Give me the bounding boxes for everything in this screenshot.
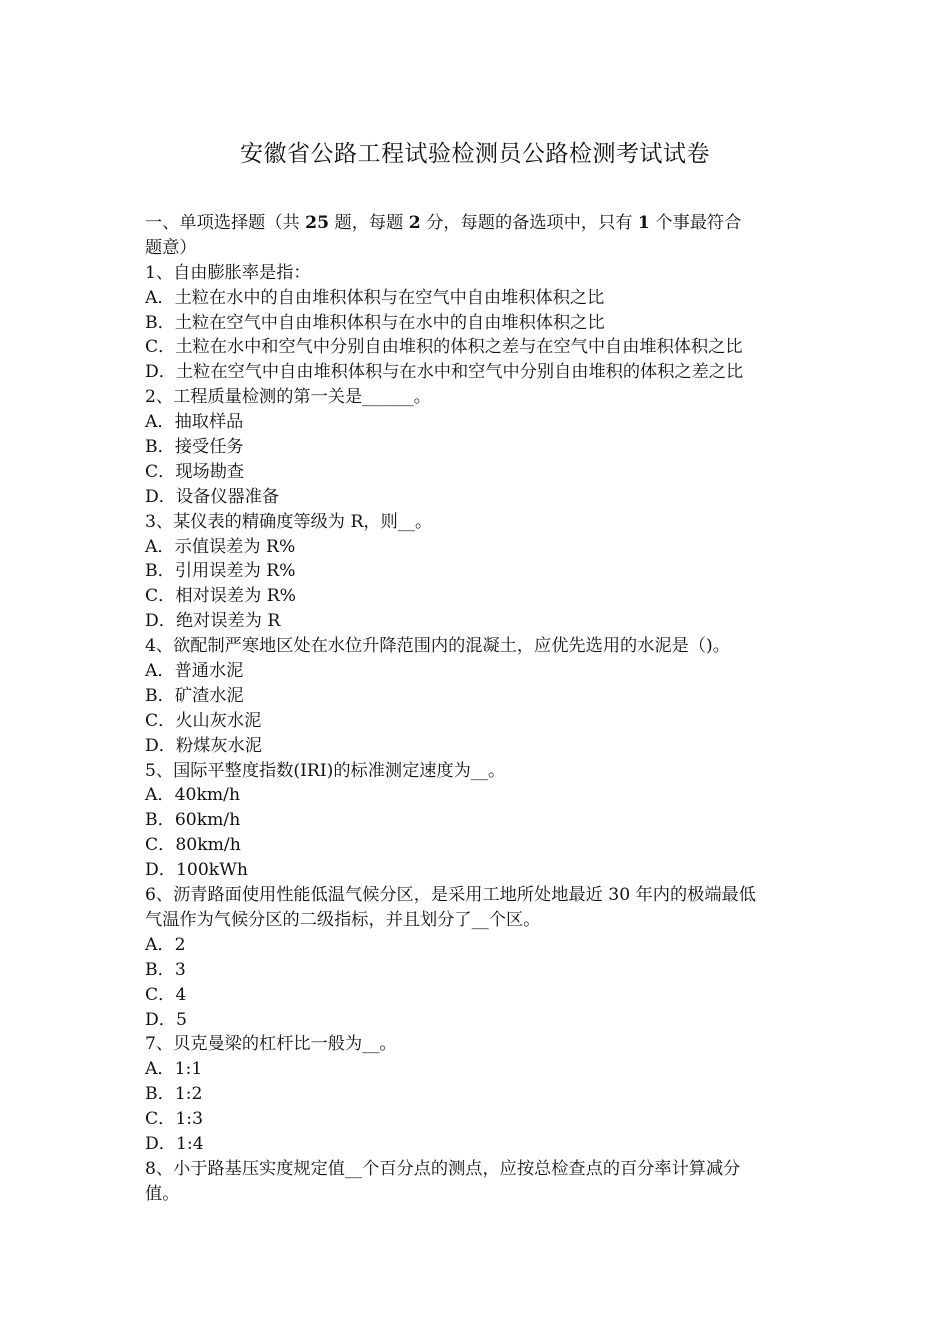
question-7-stem: 7、贝克曼梁的杠杆比一般为__。 xyxy=(145,1034,397,1055)
question-4-option-d: D．粉煤灰水泥 xyxy=(145,735,262,756)
question-3-option-d: D．绝对误差为 R xyxy=(145,611,281,632)
question-3-stem: 3、某仪表的精确度等级为 R，则__。 xyxy=(145,511,433,532)
question-7-option-a: A．1:1 xyxy=(145,1059,203,1080)
question-4-option-b: B．矿渣水泥 xyxy=(145,685,244,706)
section-header-text: 题，每题 xyxy=(329,213,409,233)
question-count: 25 xyxy=(305,213,330,233)
question-4-option-a: A．普通水泥 xyxy=(145,661,244,682)
section-header-text: 分，每题的备选项中，只有 xyxy=(420,213,638,233)
document-title: 安徽省公路工程试验检测员公路检测考试试卷 xyxy=(240,141,710,167)
question-7-option-b: B．1:2 xyxy=(145,1084,203,1105)
question-5-option-d: D．100kWh xyxy=(145,860,248,881)
question-2-option-b: B．接受任务 xyxy=(145,437,244,458)
question-4-stem: 4、欲配制严寒地区处在水位升降范围内的混凝土，应优先选用的水泥是（)。 xyxy=(145,636,730,657)
question-6-option-d: D．5 xyxy=(145,1009,187,1030)
section-header-continuation: 题意） xyxy=(145,237,197,258)
question-7-option-c: C．1:3 xyxy=(145,1109,203,1130)
question-6-stem-continuation: 气温作为气候分区的二级指标，并且划分了__个区。 xyxy=(145,909,541,930)
question-5-option-b: B．60km/h xyxy=(145,810,241,831)
question-2-option-c: C．现场勘查 xyxy=(145,461,245,482)
section-header-text: 个事最符合 xyxy=(649,213,742,233)
question-5-stem: 5、国际平整度指数(IRI)的标准测定速度为__。 xyxy=(145,760,506,781)
question-7-option-d: D．1:4 xyxy=(145,1133,204,1154)
question-1-option-d: D．土粒在空气中自由堆积体积与在水中和空气中分别自由堆积的体积之差之比 xyxy=(145,362,744,383)
correct-option-count: 1 xyxy=(637,213,650,233)
points-per-question: 2 xyxy=(408,213,421,233)
section-header-text: 一、单项选择题（共 xyxy=(145,213,306,233)
question-6-option-a: A．2 xyxy=(145,934,186,955)
document-body xyxy=(145,211,809,1207)
question-8-stem: 8、小于路基压实度规定值__个百分点的测点，应按总检查点的百分率计算减分 xyxy=(145,1158,741,1179)
question-5-option-c: C．80km/h xyxy=(145,835,241,856)
question-2-option-a: A．抽取样品 xyxy=(145,412,244,433)
question-6-option-b: B．3 xyxy=(145,959,186,980)
question-8-stem-continuation: 值。 xyxy=(145,1183,180,1204)
question-3-option-b: B．引用误差为 R% xyxy=(145,561,296,582)
question-2-option-d: D．设备仪器准备 xyxy=(145,486,280,507)
question-3-option-c: C．相对误差为 R% xyxy=(145,586,297,607)
question-4-option-c: C．火山灰水泥 xyxy=(145,710,262,731)
question-5-option-a: A．40km/h xyxy=(145,785,241,806)
question-3-option-a: A．示值误差为 R% xyxy=(145,536,296,557)
question-6-stem: 6、沥青路面使用性能低温气候分区，是采用工地所处地最近 30 年内的极端最低 xyxy=(145,885,756,906)
question-1-stem: 1、自由膨胀率是指： xyxy=(145,262,311,283)
question-2-stem: 2、工程质量检测的第一关是______。 xyxy=(145,387,431,408)
question-1-option-a: A．土粒在水中的自由堆积体积与在空气中自由堆积体积之比 xyxy=(145,287,605,308)
section-header xyxy=(145,211,809,236)
question-1-option-c: C．土粒在水中和空气中分别自由堆积的体积之差与在空气中自由堆积体积之比 xyxy=(145,337,743,358)
question-6-option-c: C．4 xyxy=(145,984,187,1005)
question-1-option-b: B．土粒在空气中自由堆积体积与在水中的自由堆积体积之比 xyxy=(145,312,605,333)
